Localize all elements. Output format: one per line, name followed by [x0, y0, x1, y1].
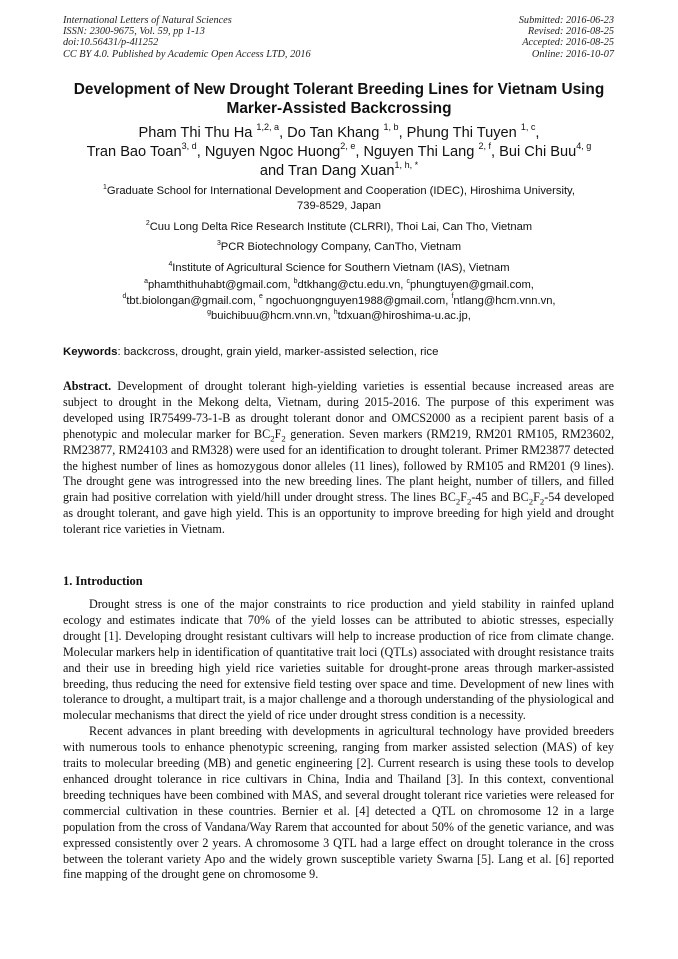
email-line-1: $^a$phamthithuhabt@gmail.com, $^b$dtkhang@ctu.edu.vn, $^c$phungtuyen@gmail.com, — [144, 277, 534, 291]
author-affil-marker: 2, e — [340, 141, 356, 152]
author-emails — [40, 278, 638, 325]
journal-issn: ISSN: 2300-9675, Vol. 59, pp 1-13 — [63, 26, 205, 38]
introduction-body — [63, 597, 614, 883]
author-affil-marker: 1,2, a — [256, 122, 280, 133]
author-affil-marker: 4, g — [576, 141, 592, 152]
journal-license: CC BY 4.0. Published by Academic Open Access LTD, 2016 — [63, 48, 311, 60]
email-line-3: $^g$buichibuu@hcm.vnn.vn, $^h$tdxuan@hiroshima-u.ac.jp, — [207, 308, 471, 322]
author-affil-marker: 1, h, * — [394, 160, 419, 171]
title-line-2: Marker-Assisted Backcrossing — [226, 100, 452, 117]
author-name: Bui Chi Buu — [499, 144, 577, 160]
date-accepted: Accepted: 2016-08-25 — [522, 37, 614, 49]
affil-text-cont: 739-8529, Japan — [297, 200, 381, 212]
email-link[interactable]: phamthithuhabt@gmail.com, — [147, 279, 294, 291]
author-name: Nguyen Thi Lang — [363, 144, 475, 160]
date-online: Online: 2016-10-07 — [531, 48, 614, 60]
author-line-1: Pham Thi Thu Ha $^{1,2, a}$, Do Tan Khang $^{1, b}$, Phung Thi Tuyen $^{1, c}$, — [138, 122, 540, 141]
journal-header — [63, 15, 311, 60]
affil-marker: 1 — [103, 183, 107, 191]
email-link[interactable]: buichibuu@hcm.vnn.vn, — [211, 310, 334, 322]
affiliation-3 — [40, 240, 638, 255]
date-submitted: Submitted: 2016-06-23 — [518, 15, 614, 26]
author-affil-marker: 1, c — [520, 122, 536, 133]
keywords — [63, 345, 438, 359]
abstract: Abstract. Development of drought tolerant high-yielding varieties is essential because increased areas are subject to drought in the Mekong delta, Vietnam, during 2015-2016. The purpose of this experiment was developed using IR75499-73-1-B as drought tolerant donor and OMCS2000 as a recipient parent basis of a phenotypic and molecular marker for $BC_2F_2$ generation. Seven markers (RM219, RM201 RM105, RM23602, RM23877, RM24103 and RM328) were used for an identification to drought tolerant. Primer RM23877 detected the highest number of lines as homozygous donor alleles (11 lines), followed by RM105 and RM201 (9 lines). The drought gene was introgressed into the new breeding lines. The plant height, number of tillers, and filled grain had positive correlation with yield/hill under drought stress. The lines $BC_2F_2-45$ and $BC_2F_2-54$ developed as drought tolerant, and gave high yield. This is an opportunity to improve breeding for high yield and drought tolerant rice varieties in Vietnam. — [63, 379, 615, 537]
author-list — [40, 124, 638, 181]
email-line-2: $^d$tbt.biolongan@gmail.com, $^e$ ngochuongnguyen1988@gmail.com, $^f$ntlang@hcm.vnn.vn, — [122, 293, 556, 307]
paragraph: Recent advances in plant breeding with developments in agricultural technology have provided breeders with numerous tools to enhance phenotypic screening, ranging from marker assisted selection (MAS) of key traits to molecular breeding (MB) and genetic engineering [2]. Current research is using these tools to develop enhanced drought tolerance in rice cultivars in China, India and Thailand [3]. In this context, conventional breeding techniques have been combined with MAS, and several drought tolerant rice varieties were released for commercial cultivation in these countries. Bernier et al. [4] detected a QTL on chromosome 12 in a large population from the cross of Vandana/Way Rarem that accounted for about 50% of the genetic variance, and was expressed consistently over 2 years. A chromosome 3 QTL had a large effect on drought tolerance in the cross between the tolerant variety Apo and the widely grown susceptible variety Swarna [5]. Lang et al. [6] reported fine mapping of the drought gene on chromosome 9. — [63, 724, 614, 882]
paragraph: Drought stress is one of the major constraints to rice production and yield stability in rainfed upland ecology and estimates indicate that 70% of the yield losses can be attributed to abiotic stresses, especially drought [1]. Developing drought resistant cultivars will help to increase production of rice from climate change. Molecular markers help in identification of quantitative trait loci (QTLs) associated with drought resistance traits and their use in breeding high yield rice varieties suitable for drought-prone areas through marker-assisted breeding, thus reducing the need for extensive field testing over space and time. Development of new lines with tolerance to drought, a multipart trait, is a major challenge and a thorough understanding of the physiological and molecular mechanisms that direct the yield of rice under drought stress condition is a necessity. — [63, 597, 614, 723]
affiliation-2 — [40, 220, 638, 235]
affiliation-4 — [40, 261, 638, 276]
paper-title — [50, 80, 628, 118]
email-link[interactable]: ntlang@hcm.vnn.vn, — [453, 294, 556, 307]
keywords-label: Keywords — [63, 346, 118, 358]
keywords-text: : backcross, drought, grain yield, marker-assisted selection, rice — [117, 346, 439, 358]
author-name: Nguyen Ngoc Huong — [204, 144, 341, 160]
affil-marker: 4 — [168, 260, 173, 268]
author-affil-marker: 1, b — [383, 122, 399, 133]
affiliation-1 — [40, 184, 638, 214]
author-name: Pham Thi Thu Ha — [138, 125, 253, 141]
author-affil-marker: 2, f — [478, 141, 492, 152]
abstract-label: Abstract. — [63, 379, 112, 393]
email-link[interactable]: tbt.biolongan@gmail.com, — [126, 294, 259, 307]
email-link[interactable]: tdxuan@hiroshima-u.ac.jp, — [337, 310, 471, 322]
email-link[interactable]: dtkhang@ctu.edu.vn, — [297, 279, 407, 291]
email-link[interactable]: phungtuyen@gmail.com, — [409, 279, 534, 291]
author-line-3 — [40, 162, 638, 181]
title-line-1: Development of New Drought Tolerant Breeding Lines for Vietnam Using — [73, 81, 605, 98]
affil-text: Graduate School for International Development and Cooperation (IDEC), Hiroshima University, — [106, 185, 575, 197]
affil-marker: 3 — [216, 239, 221, 247]
email-link[interactable]: ngochuongnguyen1988@gmail.com, — [262, 294, 452, 307]
section-heading-introduction: 1. Introduction — [63, 574, 143, 588]
author-affil-marker: 3, d — [181, 141, 197, 152]
affil-text: Cuu Long Delta Rice Research Institute (CLRRI), Thoi Lai, Can Tho, Vietnam — [149, 221, 533, 233]
affil-text: Institute of Agricultural Science for Southern Vietnam (IAS), Vietnam — [172, 262, 510, 274]
journal-name: International Letters of Natural Sciences — [63, 15, 232, 26]
journal-doi[interactable]: doi:10.56431/p-4l1252 — [63, 37, 159, 49]
affil-marker: 2 — [145, 219, 150, 227]
date-revised: Revised: 2016-08-25 — [527, 26, 614, 38]
author-line-2: Tran Bao Toan$^{3, d}$, Nguyen Ngoc Huong$^{2, e}$, Nguyen Thi Lang $^{2, f}$, Bui Chi Buu$^{4, g}$ — [86, 141, 592, 160]
author-name: Tran Bao Toan — [86, 144, 182, 160]
author-name: and Tran Dang Xuan — [259, 163, 395, 179]
publication-dates — [519, 15, 614, 60]
author-name: Do Tan Khang — [287, 125, 380, 141]
author-name: Phung Thi Tuyen — [406, 125, 517, 141]
affil-text: PCR Biotechnology Company, CanTho, Vietnam — [220, 241, 462, 253]
